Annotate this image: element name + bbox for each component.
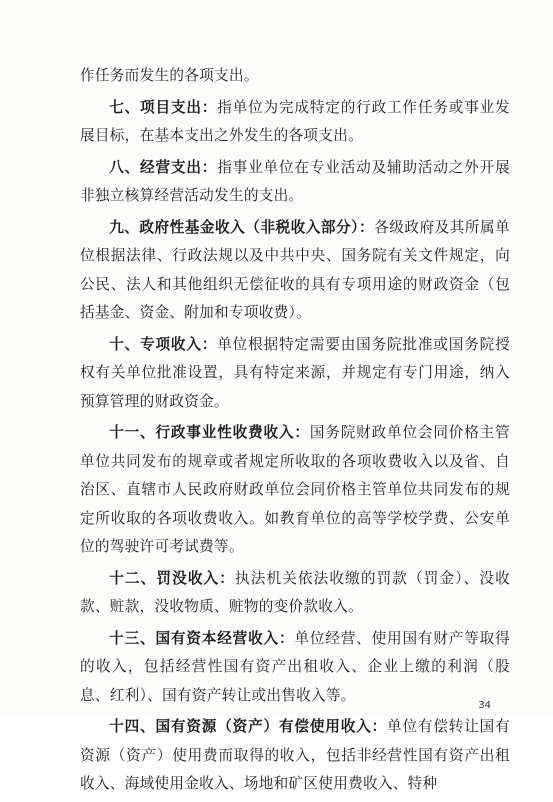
paragraph-heading: 十三、国有资本经营收入：	[109, 629, 295, 647]
page-number: 34	[478, 700, 491, 711]
paragraph-body: 指单位为完成特定的行政工作任务或事业发展目标，在基本支出之外发生的各项支出。	[80, 98, 510, 144]
paragraph-body: 单位经营、使用国有财产等取得的收入，包括经营性国有资产出租收入、企业上缴的利润（股息、红利）、国有资产转让或出售收入等。	[80, 629, 511, 704]
paragraph-continuation	[80, 62, 510, 91]
paragraph-body: 执法机关依法收缴的罚款（罚金）、没收款、赃款，没收物质、赃物的变价款收入。	[80, 569, 510, 615]
paragraph-state-capital-income	[80, 625, 510, 711]
paragraph-heading: 十四、国有资源（资产）有偿使用收入：	[109, 718, 388, 735]
paragraph-administrative-fee-income	[80, 419, 510, 562]
paragraph-heading: 十一、行政事业性收费收入：	[109, 424, 310, 441]
paragraph-heading: 八、经营支出：	[109, 158, 218, 176]
paragraph-body: 各级政府及其所属单位根据法律、行政法规以及中共中央、国务院有关文件规定，向公民、法人和其他组织无偿征收的具有专项用途的财政资金（包括基金、资金、附加和专项收费）。	[80, 218, 510, 321]
paragraph-heading: 十、专项收入：	[109, 335, 218, 353]
paragraph-body: 单位有偿转让国有资源（资产）使用费而取得的收入，包括非经营性国有资产出租收入、海域使用金收入、场地和矿区使用费收入、特种	[80, 718, 510, 792]
paragraph-heading: 七、项目支出：	[109, 98, 218, 116]
paragraph-body: 作任务而发生的各项支出。	[80, 67, 259, 84]
paragraph-heading: 十二、罚没收入：	[109, 569, 236, 587]
paragraph-fines-confiscation-income	[80, 565, 510, 622]
document-body	[80, 62, 510, 802]
paragraph-body: 单位根据特定需要由国务院批准或国务院授权有关单位批准设置，具有特定来源，并规定有专门用途，纳入预算管理的财政资金。	[80, 335, 510, 410]
paragraph-government-fund-income	[80, 214, 510, 328]
paragraph-project-expenditure	[80, 94, 510, 151]
paragraph-body: 指事业单位在专业活动及辅助活动之外开展非独立核算经营活动发生的支出。	[80, 158, 510, 204]
paragraph-state-resource-income	[80, 713, 510, 799]
paragraph-body: 国务院财政单位会同价格主管单位共同发布的规章或者规定所收取的各项收费收入以及省、自治区、直辖市人民政府财政单位会同价格主管单位共同发布的规定所收取的各项收费收入。如教育单位的高等学校学费、公安单位的驾驶许可考试费等。	[80, 424, 511, 555]
paragraph-operating-expenditure	[80, 154, 510, 211]
paragraph-special-income	[80, 331, 510, 417]
paragraph-heading: 九、政府性基金收入（非税收入部分）：	[109, 218, 375, 236]
